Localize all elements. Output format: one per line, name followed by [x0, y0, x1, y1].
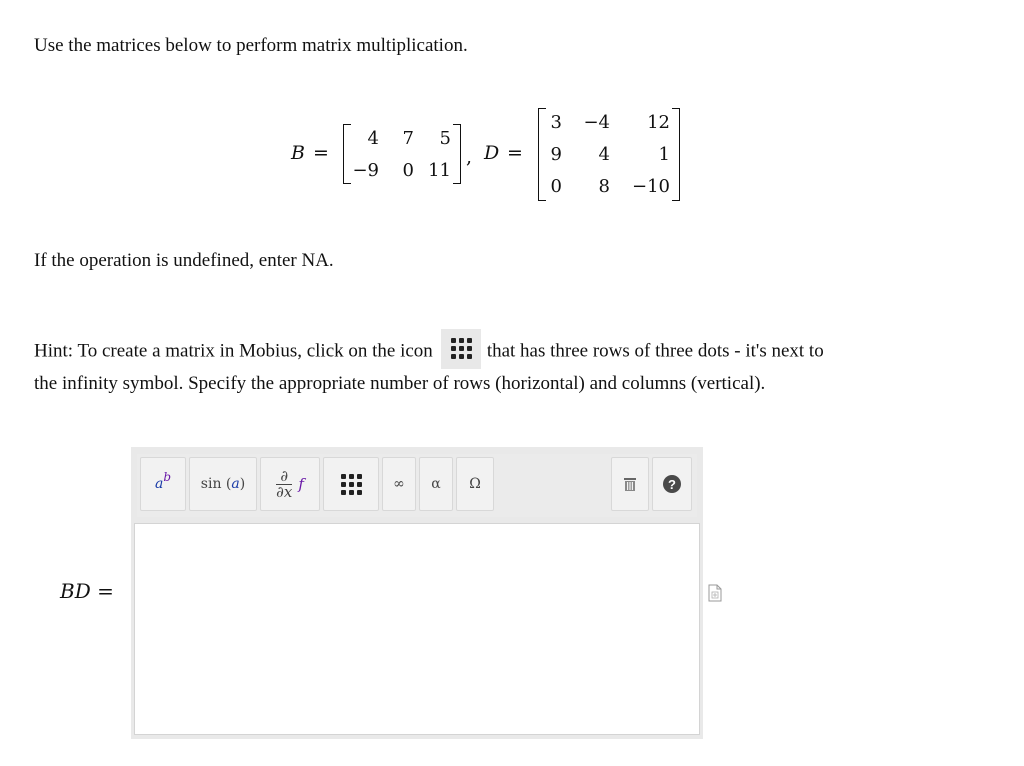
superscript-base: a — [154, 476, 164, 492]
document-preview-icon[interactable] — [708, 584, 722, 602]
equals-sign-b: = — [313, 142, 329, 164]
matrix-d-cell: 4 — [598, 144, 610, 165]
matrix-d-cell: −4 — [583, 112, 610, 133]
alpha-symbol: α — [431, 476, 441, 492]
matrix-d-cell: −10 — [632, 176, 670, 197]
omega-symbol: Ω — [469, 476, 481, 492]
derivative-f: f — [298, 475, 304, 493]
trash-icon — [622, 476, 638, 492]
matrix-b-cell: 7 — [402, 128, 414, 149]
derivative-button[interactable] — [260, 457, 320, 511]
matrix-d-cell: 12 — [647, 112, 670, 133]
matrix-b-cell: 11 — [428, 160, 451, 181]
answer-label — [60, 579, 114, 603]
matrix-d-name: D — [484, 142, 500, 164]
matrix-b-cell: 0 — [402, 160, 414, 181]
sin-label: sin — [200, 476, 222, 492]
equals-sign-d: = — [507, 142, 523, 164]
matrix-button[interactable] — [323, 457, 379, 511]
hint-text-after: that has three rows of three dots - it's next to — [486, 340, 824, 362]
answer-input-area[interactable] — [134, 523, 700, 735]
hint-text-before: Hint: To create a matrix in Mobius, click on the icon — [34, 340, 433, 362]
special-symbols-button[interactable] — [456, 457, 494, 511]
matrix-b-name: B — [291, 142, 305, 164]
hint-line-2: the infinity symbol. Specify the appropriate number of rows (horizontal) and columns (vertical). — [34, 373, 766, 394]
matrix-b-cell: 5 — [439, 128, 451, 149]
sin-arg: a — [231, 476, 240, 492]
sin-button[interactable]: sin ( a ) — [189, 457, 257, 511]
hint-line-1 — [34, 332, 824, 372]
matrix-grid-icon — [341, 474, 362, 495]
equation-editor — [131, 447, 703, 739]
delete-button[interactable] — [611, 457, 649, 511]
matrix-d-cell: 3 — [550, 112, 562, 133]
matrix-b-cell: 4 — [367, 128, 379, 149]
matrix-d-cell: 8 — [598, 176, 610, 197]
superscript-button[interactable] — [140, 457, 186, 511]
question-intro: Use the matrices below to perform matrix multiplication. — [34, 35, 468, 56]
matrix-b — [343, 124, 461, 184]
infinity-symbol: ∞ — [393, 476, 405, 492]
matrix-d — [538, 108, 680, 201]
matrix-d-cell: 9 — [550, 144, 562, 165]
matrix-dots-icon — [441, 329, 481, 369]
infinity-button[interactable] — [382, 457, 416, 511]
derivative-fraction — [276, 466, 293, 501]
matrix-comma: , — [466, 146, 473, 168]
undefined-note: If the operation is undefined, enter NA. — [34, 250, 334, 271]
derivative-top: ∂ — [280, 466, 289, 485]
matrix-b-cell: −9 — [352, 160, 379, 181]
matrix-d-cell: 0 — [550, 176, 562, 197]
help-icon: ? — [663, 475, 681, 493]
help-button[interactable] — [652, 457, 692, 511]
matrix-d-cell: 1 — [658, 144, 670, 165]
answer-label-text: BD = — [60, 579, 114, 603]
superscript-exp: b — [163, 470, 172, 484]
derivative-bottom: ∂x — [276, 482, 293, 501]
greek-alpha-button[interactable] — [419, 457, 453, 511]
editor-toolbar — [137, 454, 697, 517]
